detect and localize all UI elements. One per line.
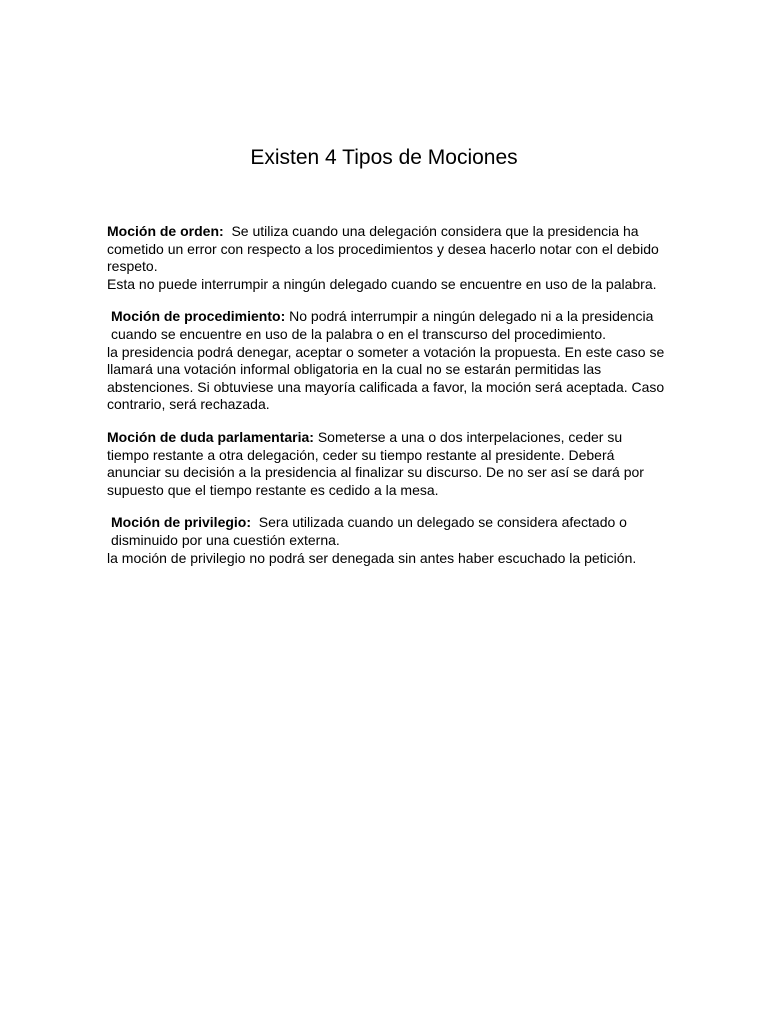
section-mocion-de-privilegio-continued	[107, 550, 667, 568]
section-paragraph	[107, 223, 667, 276]
section-extra-text: la presidencia podrá denegar, aceptar o someter a votación la propuesta. En este caso se llamará una votación informal obligatoria en la cual no se estarán permitidas las abstenciones. Si obtuviese una mayoría calificada a favor, la moción será aceptada. Caso contrario, será rechazada.	[107, 343, 665, 413]
section-lead-text: Someterse a una o dos interpelaciones, ceder su tiempo restante a otra delegación, ceder su tiempo restante al presidente. Deberá anunciar su decisión a la presidencia al finalizar su discurso. De no ser así se dará por supuesto que el tiempo restante es cedido a la mesa.	[107, 428, 648, 498]
document-body	[107, 223, 667, 582]
section-lead-text: No podrá interrumpir a ningún delegado ni a la presidencia cuando se encuentre en uso de la palabra o en el transcurso del procedimiento.	[111, 308, 658, 342]
section-mocion-de-duda-parlamentaria	[107, 429, 667, 499]
section-heading: Moción de duda parlamentaria:	[107, 428, 314, 445]
section-lead-text: Sera utilizada cuando un delegado se considera afectado o disminuido por una cuestión externa.	[111, 514, 631, 548]
section-heading: Moción de procedimiento:	[111, 308, 286, 325]
section-paragraph	[111, 514, 667, 549]
section-heading: Moción de orden:	[107, 223, 224, 239]
section-mocion-de-orden	[107, 223, 667, 293]
section-heading: Moción de privilegio:	[111, 514, 252, 531]
section-mocion-de-privilegio	[107, 514, 667, 549]
section-lead-text: Se utiliza cuando una delegación considera que la presidencia ha cometido un error con respecto a los procedimientos y desea hacerlo notar con el debido respeto.	[107, 223, 663, 275]
section-paragraph	[111, 308, 667, 343]
section-mocion-de-procedimiento	[107, 308, 667, 343]
section-extra-text: Esta no puede interrumpir a ningún delegado cuando se encuentre en uso de la palabra.	[107, 275, 657, 292]
section-paragraph	[107, 429, 667, 499]
section-extra-text: la moción de privilegio no podrá ser denegada sin antes haber escuchado la petición.	[107, 549, 637, 566]
section-mocion-de-procedimiento-continued	[107, 344, 667, 414]
page-title: Existen 4 Tipos de Mociones	[250, 146, 518, 169]
